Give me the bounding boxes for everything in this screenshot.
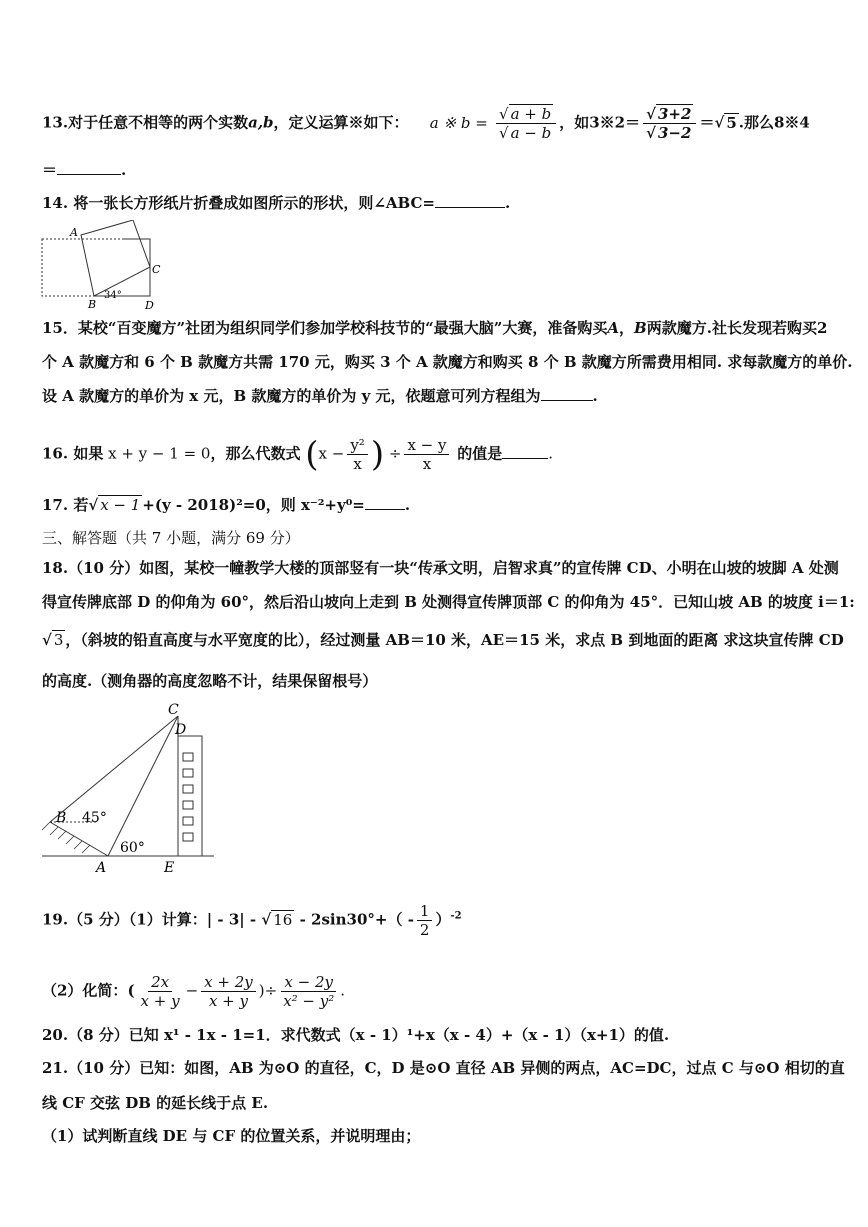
label-d: D: [175, 722, 187, 738]
label-e: E: [164, 860, 175, 876]
section-3-heading: 三、解答题（共 7 小题，满分 69 分）: [42, 529, 300, 547]
question-19-part2: （2）化简：( $\frac{2x}{x + y}$ − $\frac{x + 2y}{x + y}$ )÷ $\frac{x - 2y}{\text{x² − y²}}$ .: [42, 973, 346, 1010]
label-d: D: [145, 299, 154, 312]
question-20: 20.（8 分）已知 x¹ - 1x - 1=1．求代数式（x - 1）¹+x（x - 4）+（x - 1）（x+1）的值.: [42, 1026, 670, 1044]
question-21-line2: 线 CF 交弦 DB 的延长线于点 E.: [42, 1094, 269, 1112]
answer-blank[interactable]: [502, 458, 548, 459]
label-b: B: [88, 298, 97, 311]
q13-fraction-def: $\frac{√ a + b}{√ a - b}$: [496, 105, 556, 142]
q13-fraction-example: $\frac{√ 3+2}{√ 3-2}$: [643, 105, 696, 142]
answer-blank[interactable]: [541, 400, 593, 401]
label-b: B: [56, 810, 67, 826]
answer-blank[interactable]: [435, 207, 505, 208]
figure-slope-billboard: [38, 698, 218, 878]
label-c: C: [168, 702, 179, 718]
question-18-line3: √ 3 ，（斜坡的铅直高度与水平宽度的比），经过测量 AB＝10 米，AE＝15 米，求点 B 到地面的距离 求这块宣传牌 CD: [42, 631, 844, 649]
question-15-line2: 个 A 款魔方和 6 个 B 款魔方共需 170 元，购买 3 个 A 款魔方和购买 8 个 B 款魔方所需费用相同. 求每款魔方的单价.: [42, 353, 853, 371]
angle-label: 34°: [104, 290, 122, 301]
question-17: 17. 若√ x − 1 +(y - 2018)²=0，则 x⁻²+y⁰= .: [42, 496, 411, 514]
angle-45: 45°: [82, 810, 107, 826]
figure-folded-rectangle: [38, 220, 168, 312]
question-15-line1: 15．某校“百变魔方”社团为组织同学们参加学校科技节的“最强大脑”大赛，准备购买A，B两款魔方.社长发现若购买2: [42, 319, 828, 337]
question-21-line3: （1）试判断直线 DE 与 CF 的位置关系，并说明理由；: [42, 1127, 421, 1145]
question-18-line2: 得宣传牌底部 D 的仰角为 60°，然后沿山坡向上走到 B 处测得宣传牌顶部 C 的仰角为 45°．已知山坡 AB 的坡度 i＝1:: [42, 593, 855, 611]
angle-60: 60°: [120, 840, 145, 856]
question-19-part1: 19.（5 分）（1）计算：| - 3| - √ 16 - 2sin30°+（ - $\frac{1}{2}$ ）$^{-2}$: [42, 902, 462, 939]
answer-blank[interactable]: [365, 509, 405, 510]
question-15-line3: 设 A 款魔方的单价为 x 元，B 款魔方的单价为 y 元，依题意可列方程组为 .: [42, 387, 598, 405]
question-18-line4: 的高度.（测角器的高度忽略不计，结果保留根号）: [42, 672, 378, 690]
question-21-line1: 21.（10 分）已知：如图，AB 为⊙O 的直径，C，D 是⊙O 直径 AB 异侧的两点，AC=DC，过点 C 与⊙O 相切的直: [42, 1059, 845, 1077]
answer-blank[interactable]: [57, 174, 121, 175]
label-a: A: [96, 860, 107, 876]
question-13: 13.对于任意不相等的两个实数a,b，定义运算※如下： a ※ b = $\frac{√ a + b}{√ a - b}$ ，如3※2＝ $\frac{√ 3+2}{√ 3-2}$ ＝√ 5 .那么8※4: [42, 105, 810, 142]
question-14: 14. 将一张长方形纸片折叠成如图所示的形状，则∠ABC= .: [42, 194, 511, 212]
question-13-answer-line: ＝ .: [42, 161, 127, 179]
question-18-line1: 18.（10 分）如图，某校一幢教学大楼的顶部竖有一块“传承文明，启智求真”的宣传牌 CD、小明在山坡的坡脚 A 处测: [42, 559, 839, 577]
label-a: A: [70, 226, 78, 239]
label-c: C: [152, 263, 161, 276]
question-16: 16. 如果 x + y − 1 = 0，那么代数式 (x − $\frac{\text{y²}}{x}$ ) ÷ $\frac{x - y}{x}$ 的值是 .: [42, 434, 554, 475]
